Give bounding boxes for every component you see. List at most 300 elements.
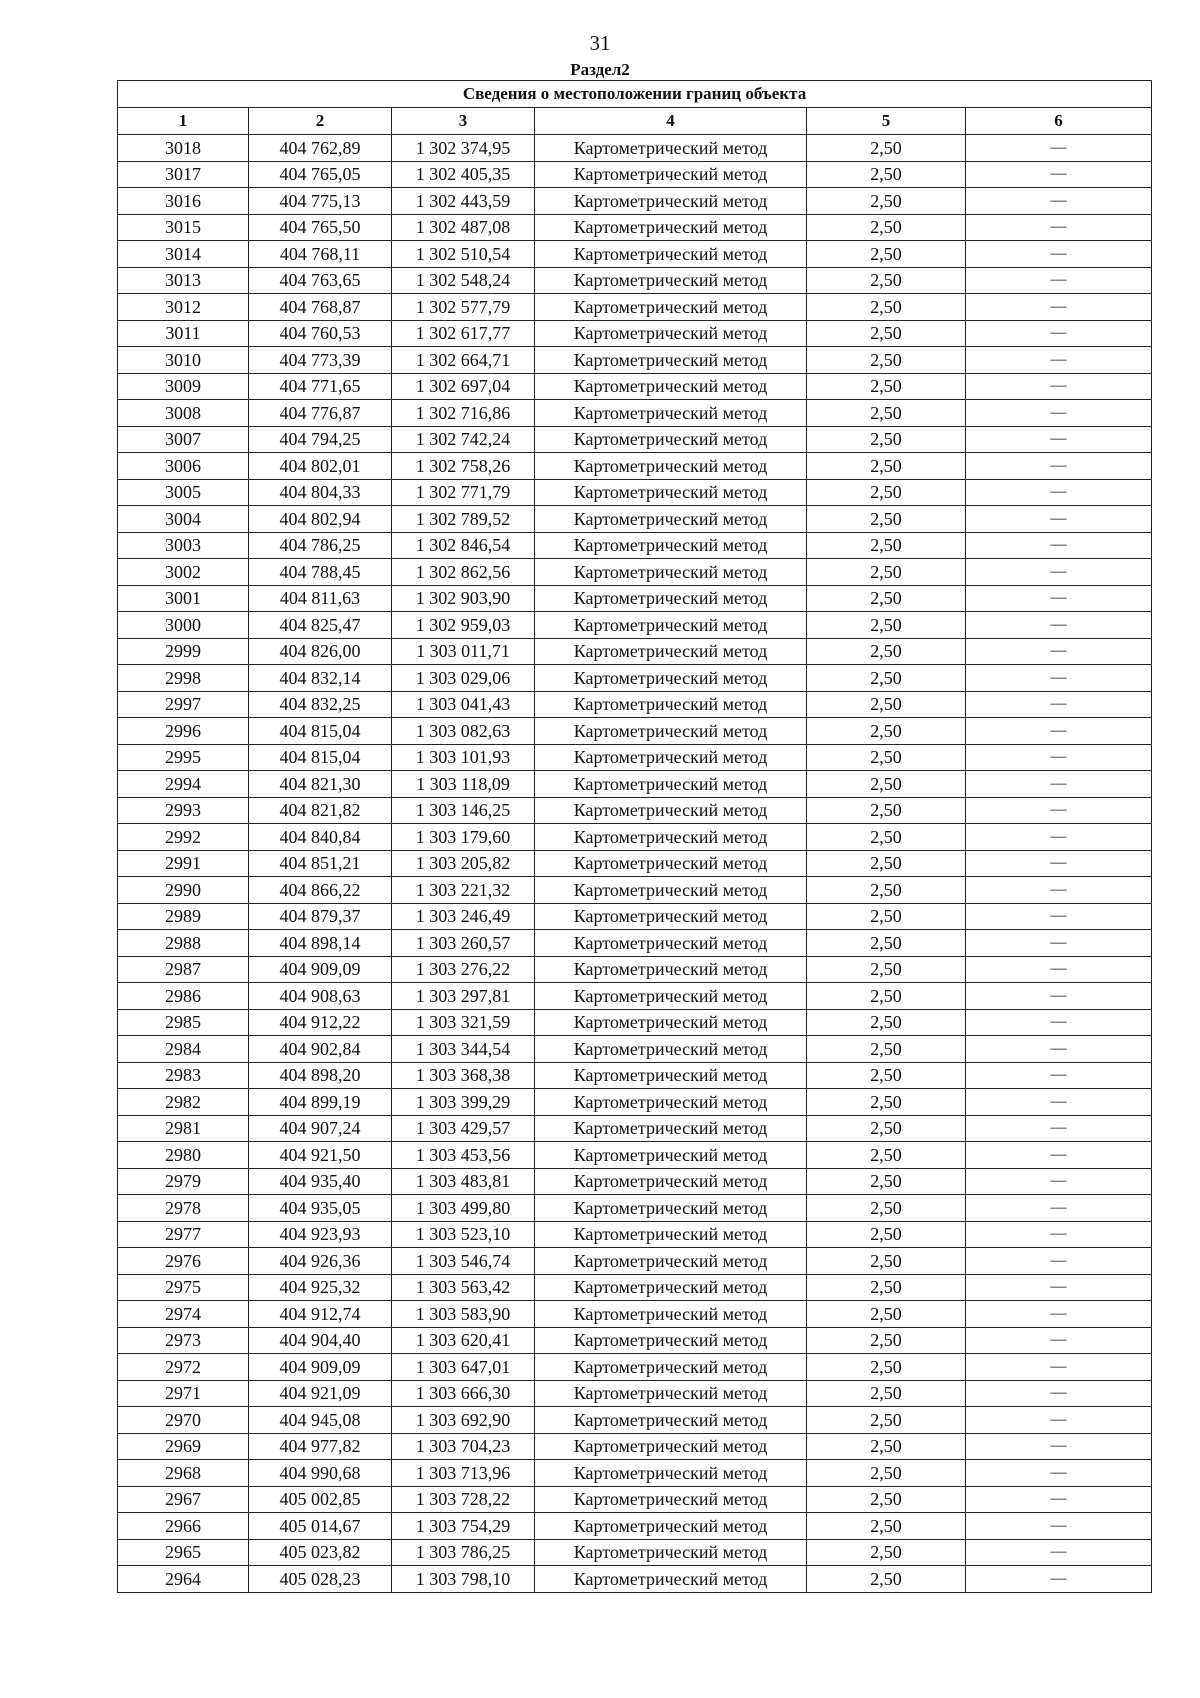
note-cell: —	[966, 1433, 1152, 1460]
method-cell: Картометрический метод	[535, 426, 807, 453]
method-cell: Картометрический метод	[535, 1539, 807, 1566]
accuracy-cell: 2,50	[807, 320, 966, 347]
point-number-cell: 2965	[118, 1539, 249, 1566]
y-coordinate-cell: 1 302 697,04	[392, 373, 535, 400]
x-coordinate-cell: 404 977,82	[249, 1433, 392, 1460]
point-number-cell: 3002	[118, 559, 249, 586]
y-coordinate-cell: 1 303 754,29	[392, 1513, 535, 1540]
table-row	[118, 188, 1152, 215]
point-number-cell: 3018	[118, 135, 249, 162]
note-cell: —	[966, 612, 1152, 639]
table-row	[118, 1566, 1152, 1593]
accuracy-cell: 2,50	[807, 1195, 966, 1222]
table-row	[118, 1513, 1152, 1540]
x-coordinate-cell: 404 802,01	[249, 453, 392, 480]
method-cell: Картометрический метод	[535, 771, 807, 798]
table-row	[118, 1433, 1152, 1460]
column-header: 3	[392, 108, 535, 135]
accuracy-cell: 2,50	[807, 877, 966, 904]
x-coordinate-cell: 404 762,89	[249, 135, 392, 162]
y-coordinate-cell: 1 303 399,29	[392, 1089, 535, 1116]
note-cell: —	[966, 161, 1152, 188]
accuracy-cell: 2,50	[807, 1089, 966, 1116]
accuracy-cell: 2,50	[807, 135, 966, 162]
table-row	[118, 771, 1152, 798]
note-cell: —	[966, 559, 1152, 586]
method-cell: Картометрический метод	[535, 347, 807, 374]
accuracy-cell: 2,50	[807, 1221, 966, 1248]
table-row	[118, 1036, 1152, 1063]
accuracy-cell: 2,50	[807, 1566, 966, 1593]
method-cell: Картометрический метод	[535, 1062, 807, 1089]
method-cell: Картометрический метод	[535, 532, 807, 559]
x-coordinate-cell: 404 826,00	[249, 638, 392, 665]
accuracy-cell: 2,50	[807, 1142, 966, 1169]
method-cell: Картометрический метод	[535, 1142, 807, 1169]
note-cell: —	[966, 1009, 1152, 1036]
point-number-cell: 2974	[118, 1301, 249, 1328]
point-number-cell: 2992	[118, 824, 249, 851]
method-cell: Картометрический метод	[535, 1115, 807, 1142]
y-coordinate-cell: 1 303 260,57	[392, 930, 535, 957]
accuracy-cell: 2,50	[807, 771, 966, 798]
table-row	[118, 638, 1152, 665]
note-cell: —	[966, 877, 1152, 904]
table-row	[118, 559, 1152, 586]
table-row	[118, 612, 1152, 639]
method-cell: Картометрический метод	[535, 1460, 807, 1487]
accuracy-cell: 2,50	[807, 453, 966, 480]
point-number-cell: 2999	[118, 638, 249, 665]
table-row	[118, 320, 1152, 347]
y-coordinate-cell: 1 303 523,10	[392, 1221, 535, 1248]
x-coordinate-cell: 404 763,65	[249, 267, 392, 294]
table-row	[118, 1354, 1152, 1381]
x-coordinate-cell: 404 840,84	[249, 824, 392, 851]
table-row	[118, 797, 1152, 824]
x-coordinate-cell: 404 788,45	[249, 559, 392, 586]
y-coordinate-cell: 1 303 546,74	[392, 1248, 535, 1275]
table-row	[118, 267, 1152, 294]
x-coordinate-cell: 404 923,93	[249, 1221, 392, 1248]
y-coordinate-cell: 1 303 713,96	[392, 1460, 535, 1487]
note-cell: —	[966, 267, 1152, 294]
accuracy-cell: 2,50	[807, 797, 966, 824]
point-number-cell: 3000	[118, 612, 249, 639]
table-row	[118, 453, 1152, 480]
table-caption: Сведения о местоположении границ объекта	[118, 81, 1152, 108]
note-cell: —	[966, 320, 1152, 347]
y-coordinate-cell: 1 303 583,90	[392, 1301, 535, 1328]
point-number-cell: 3014	[118, 241, 249, 268]
point-number-cell: 2993	[118, 797, 249, 824]
point-number-cell: 2988	[118, 930, 249, 957]
table-row	[118, 850, 1152, 877]
method-cell: Картометрический метод	[535, 135, 807, 162]
point-number-cell: 3013	[118, 267, 249, 294]
x-coordinate-cell: 404 898,14	[249, 930, 392, 957]
y-coordinate-cell: 1 303 297,81	[392, 983, 535, 1010]
note-cell: —	[966, 1089, 1152, 1116]
method-cell: Картометрический метод	[535, 1195, 807, 1222]
note-cell: —	[966, 903, 1152, 930]
table-row	[118, 1062, 1152, 1089]
x-coordinate-cell: 404 926,36	[249, 1248, 392, 1275]
table-row	[118, 135, 1152, 162]
note-cell: —	[966, 1274, 1152, 1301]
accuracy-cell: 2,50	[807, 1274, 966, 1301]
point-number-cell: 2983	[118, 1062, 249, 1089]
table-row	[118, 744, 1152, 771]
accuracy-cell: 2,50	[807, 1301, 966, 1328]
note-cell: —	[966, 1248, 1152, 1275]
point-number-cell: 2972	[118, 1354, 249, 1381]
accuracy-cell: 2,50	[807, 1513, 966, 1540]
method-cell: Картометрический метод	[535, 294, 807, 321]
note-cell: —	[966, 1486, 1152, 1513]
y-coordinate-cell: 1 302 846,54	[392, 532, 535, 559]
method-cell: Картометрический метод	[535, 1433, 807, 1460]
method-cell: Картометрический метод	[535, 930, 807, 957]
method-cell: Картометрический метод	[535, 559, 807, 586]
note-cell: —	[966, 1460, 1152, 1487]
table-row	[118, 1142, 1152, 1169]
y-coordinate-cell: 1 303 321,59	[392, 1009, 535, 1036]
accuracy-cell: 2,50	[807, 638, 966, 665]
point-number-cell: 2998	[118, 665, 249, 692]
accuracy-cell: 2,50	[807, 241, 966, 268]
x-coordinate-cell: 404 771,65	[249, 373, 392, 400]
table-row	[118, 241, 1152, 268]
y-coordinate-cell: 1 303 246,49	[392, 903, 535, 930]
table-row	[118, 506, 1152, 533]
x-coordinate-cell: 404 765,05	[249, 161, 392, 188]
table-row	[118, 1486, 1152, 1513]
method-cell: Картометрический метод	[535, 1380, 807, 1407]
point-number-cell: 2975	[118, 1274, 249, 1301]
note-cell: —	[966, 771, 1152, 798]
table-row	[118, 930, 1152, 957]
accuracy-cell: 2,50	[807, 479, 966, 506]
y-coordinate-cell: 1 303 179,60	[392, 824, 535, 851]
method-cell: Картометрический метод	[535, 1407, 807, 1434]
accuracy-cell: 2,50	[807, 1486, 966, 1513]
method-cell: Картометрический метод	[535, 797, 807, 824]
table-row	[118, 347, 1152, 374]
point-number-cell: 2991	[118, 850, 249, 877]
accuracy-cell: 2,50	[807, 400, 966, 427]
table-row	[118, 1115, 1152, 1142]
accuracy-cell: 2,50	[807, 585, 966, 612]
note-cell: —	[966, 1380, 1152, 1407]
x-coordinate-cell: 404 945,08	[249, 1407, 392, 1434]
accuracy-cell: 2,50	[807, 294, 966, 321]
accuracy-cell: 2,50	[807, 1248, 966, 1275]
accuracy-cell: 2,50	[807, 1009, 966, 1036]
note-cell: —	[966, 1195, 1152, 1222]
x-coordinate-cell: 404 899,19	[249, 1089, 392, 1116]
note-cell: —	[966, 850, 1152, 877]
point-number-cell: 2980	[118, 1142, 249, 1169]
point-number-cell: 3009	[118, 373, 249, 400]
x-coordinate-cell: 404 760,53	[249, 320, 392, 347]
note-cell: —	[966, 135, 1152, 162]
note-cell: —	[966, 585, 1152, 612]
x-coordinate-cell: 404 908,63	[249, 983, 392, 1010]
accuracy-cell: 2,50	[807, 506, 966, 533]
table-body	[118, 135, 1152, 1593]
x-coordinate-cell: 404 832,14	[249, 665, 392, 692]
note-cell: —	[966, 532, 1152, 559]
y-coordinate-cell: 1 302 510,54	[392, 241, 535, 268]
y-coordinate-cell: 1 303 499,80	[392, 1195, 535, 1222]
x-coordinate-cell: 404 765,50	[249, 214, 392, 241]
note-cell: —	[966, 1539, 1152, 1566]
method-cell: Картометрический метод	[535, 691, 807, 718]
accuracy-cell: 2,50	[807, 161, 966, 188]
method-cell: Картометрический метод	[535, 214, 807, 241]
point-number-cell: 3011	[118, 320, 249, 347]
note-cell: —	[966, 638, 1152, 665]
y-coordinate-cell: 1 302 664,71	[392, 347, 535, 374]
point-number-cell: 2966	[118, 1513, 249, 1540]
accuracy-cell: 2,50	[807, 1539, 966, 1566]
method-cell: Картометрический метод	[535, 1513, 807, 1540]
column-header: 6	[966, 108, 1152, 135]
point-number-cell: 3006	[118, 453, 249, 480]
method-cell: Картометрический метод	[535, 267, 807, 294]
x-coordinate-cell: 405 023,82	[249, 1539, 392, 1566]
table-row	[118, 426, 1152, 453]
point-number-cell: 2997	[118, 691, 249, 718]
accuracy-cell: 2,50	[807, 426, 966, 453]
note-cell: —	[966, 1513, 1152, 1540]
note-cell: —	[966, 1327, 1152, 1354]
point-number-cell: 2968	[118, 1460, 249, 1487]
x-coordinate-cell: 404 935,05	[249, 1195, 392, 1222]
point-number-cell: 3005	[118, 479, 249, 506]
point-number-cell: 2970	[118, 1407, 249, 1434]
x-coordinate-cell: 404 815,04	[249, 718, 392, 745]
x-coordinate-cell: 404 832,25	[249, 691, 392, 718]
y-coordinate-cell: 1 303 728,22	[392, 1486, 535, 1513]
y-coordinate-cell: 1 303 368,38	[392, 1062, 535, 1089]
note-cell: —	[966, 214, 1152, 241]
y-coordinate-cell: 1 302 487,08	[392, 214, 535, 241]
method-cell: Картометрический метод	[535, 983, 807, 1010]
y-coordinate-cell: 1 302 862,56	[392, 559, 535, 586]
accuracy-cell: 2,50	[807, 1354, 966, 1381]
column-header: 4	[535, 108, 807, 135]
x-coordinate-cell: 404 811,63	[249, 585, 392, 612]
accuracy-cell: 2,50	[807, 718, 966, 745]
accuracy-cell: 2,50	[807, 903, 966, 930]
y-coordinate-cell: 1 303 666,30	[392, 1380, 535, 1407]
x-coordinate-cell: 404 912,74	[249, 1301, 392, 1328]
y-coordinate-cell: 1 302 617,77	[392, 320, 535, 347]
method-cell: Картометрический метод	[535, 877, 807, 904]
y-coordinate-cell: 1 303 483,81	[392, 1168, 535, 1195]
note-cell: —	[966, 241, 1152, 268]
y-coordinate-cell: 1 302 716,86	[392, 400, 535, 427]
note-cell: —	[966, 1142, 1152, 1169]
x-coordinate-cell: 404 768,11	[249, 241, 392, 268]
table-row	[118, 294, 1152, 321]
accuracy-cell: 2,50	[807, 930, 966, 957]
y-coordinate-cell: 1 302 771,79	[392, 479, 535, 506]
x-coordinate-cell: 404 921,50	[249, 1142, 392, 1169]
y-coordinate-cell: 1 303 205,82	[392, 850, 535, 877]
x-coordinate-cell: 404 909,09	[249, 1354, 392, 1381]
note-cell: —	[966, 1354, 1152, 1381]
point-number-cell: 2973	[118, 1327, 249, 1354]
table-row	[118, 1327, 1152, 1354]
method-cell: Картометрический метод	[535, 824, 807, 851]
point-number-cell: 3015	[118, 214, 249, 241]
table-row	[118, 479, 1152, 506]
y-coordinate-cell: 1 303 011,71	[392, 638, 535, 665]
method-cell: Картометрический метод	[535, 718, 807, 745]
y-coordinate-cell: 1 303 798,10	[392, 1566, 535, 1593]
method-cell: Картометрический метод	[535, 1301, 807, 1328]
table-row	[118, 665, 1152, 692]
accuracy-cell: 2,50	[807, 532, 966, 559]
accuracy-cell: 2,50	[807, 373, 966, 400]
note-cell: —	[966, 400, 1152, 427]
y-coordinate-cell: 1 302 577,79	[392, 294, 535, 321]
method-cell: Картометрический метод	[535, 744, 807, 771]
accuracy-cell: 2,50	[807, 1407, 966, 1434]
method-cell: Картометрический метод	[535, 1221, 807, 1248]
point-number-cell: 2971	[118, 1380, 249, 1407]
point-number-cell: 2981	[118, 1115, 249, 1142]
point-number-cell: 2967	[118, 1486, 249, 1513]
x-coordinate-cell: 404 775,13	[249, 188, 392, 215]
x-coordinate-cell: 404 879,37	[249, 903, 392, 930]
note-cell: —	[966, 506, 1152, 533]
accuracy-cell: 2,50	[807, 559, 966, 586]
note-cell: —	[966, 453, 1152, 480]
note-cell: —	[966, 1301, 1152, 1328]
method-cell: Картометрический метод	[535, 1327, 807, 1354]
method-cell: Картометрический метод	[535, 1354, 807, 1381]
note-cell: —	[966, 1221, 1152, 1248]
method-cell: Картометрический метод	[535, 188, 807, 215]
point-number-cell: 2964	[118, 1566, 249, 1593]
x-coordinate-cell: 404 821,82	[249, 797, 392, 824]
x-coordinate-cell: 405 028,23	[249, 1566, 392, 1593]
note-cell: —	[966, 188, 1152, 215]
note-cell: —	[966, 479, 1152, 506]
point-number-cell: 2990	[118, 877, 249, 904]
column-header: 2	[249, 108, 392, 135]
page-number: 31	[589, 31, 611, 55]
y-coordinate-cell: 1 303 429,57	[392, 1115, 535, 1142]
y-coordinate-cell: 1 303 146,25	[392, 797, 535, 824]
y-coordinate-cell: 1 302 789,52	[392, 506, 535, 533]
y-coordinate-cell: 1 302 742,24	[392, 426, 535, 453]
y-coordinate-cell: 1 302 374,95	[392, 135, 535, 162]
y-coordinate-cell: 1 302 758,26	[392, 453, 535, 480]
method-cell: Картометрический метод	[535, 453, 807, 480]
point-number-cell: 2969	[118, 1433, 249, 1460]
y-coordinate-cell: 1 303 647,01	[392, 1354, 535, 1381]
point-number-cell: 3003	[118, 532, 249, 559]
x-coordinate-cell: 404 776,87	[249, 400, 392, 427]
accuracy-cell: 2,50	[807, 1168, 966, 1195]
y-coordinate-cell: 1 303 704,23	[392, 1433, 535, 1460]
y-coordinate-cell: 1 303 786,25	[392, 1539, 535, 1566]
table-row	[118, 1380, 1152, 1407]
x-coordinate-cell: 404 904,40	[249, 1327, 392, 1354]
method-cell: Картометрический метод	[535, 1089, 807, 1116]
accuracy-cell: 2,50	[807, 1380, 966, 1407]
method-cell: Картометрический метод	[535, 665, 807, 692]
note-cell: —	[966, 294, 1152, 321]
method-cell: Картометрический метод	[535, 1486, 807, 1513]
y-coordinate-cell: 1 303 041,43	[392, 691, 535, 718]
note-cell: —	[966, 983, 1152, 1010]
x-coordinate-cell: 405 002,85	[249, 1486, 392, 1513]
accuracy-cell: 2,50	[807, 267, 966, 294]
table-row	[118, 161, 1152, 188]
y-coordinate-cell: 1 302 548,24	[392, 267, 535, 294]
x-coordinate-cell: 404 821,30	[249, 771, 392, 798]
point-number-cell: 2978	[118, 1195, 249, 1222]
accuracy-cell: 2,50	[807, 956, 966, 983]
point-number-cell: 3004	[118, 506, 249, 533]
method-cell: Картометрический метод	[535, 585, 807, 612]
y-coordinate-cell: 1 302 903,90	[392, 585, 535, 612]
x-coordinate-cell: 404 802,94	[249, 506, 392, 533]
coordinates-table	[117, 80, 1152, 1593]
accuracy-cell: 2,50	[807, 665, 966, 692]
table-row	[118, 1248, 1152, 1275]
x-coordinate-cell: 404 990,68	[249, 1460, 392, 1487]
note-cell: —	[966, 744, 1152, 771]
x-coordinate-cell: 404 902,84	[249, 1036, 392, 1063]
table-caption-row	[118, 81, 1152, 108]
table-row	[118, 400, 1152, 427]
method-cell: Картометрический метод	[535, 373, 807, 400]
table-row	[118, 824, 1152, 851]
table-row	[118, 373, 1152, 400]
note-cell: —	[966, 691, 1152, 718]
column-header: 5	[807, 108, 966, 135]
table-header-row	[118, 108, 1152, 135]
point-number-cell: 3001	[118, 585, 249, 612]
method-cell: Картометрический метод	[535, 479, 807, 506]
method-cell: Картометрический метод	[535, 1036, 807, 1063]
method-cell: Картометрический метод	[535, 1168, 807, 1195]
note-cell: —	[966, 665, 1152, 692]
y-coordinate-cell: 1 303 453,56	[392, 1142, 535, 1169]
accuracy-cell: 2,50	[807, 1327, 966, 1354]
accuracy-cell: 2,50	[807, 744, 966, 771]
table-row	[118, 1460, 1152, 1487]
note-cell: —	[966, 1036, 1152, 1063]
x-coordinate-cell: 404 768,87	[249, 294, 392, 321]
y-coordinate-cell: 1 303 221,32	[392, 877, 535, 904]
accuracy-cell: 2,50	[807, 1036, 966, 1063]
accuracy-cell: 2,50	[807, 691, 966, 718]
y-coordinate-cell: 1 303 563,42	[392, 1274, 535, 1301]
point-number-cell: 2995	[118, 744, 249, 771]
note-cell: —	[966, 1566, 1152, 1593]
point-number-cell: 3012	[118, 294, 249, 321]
point-number-cell: 2985	[118, 1009, 249, 1036]
method-cell: Картометрический метод	[535, 850, 807, 877]
